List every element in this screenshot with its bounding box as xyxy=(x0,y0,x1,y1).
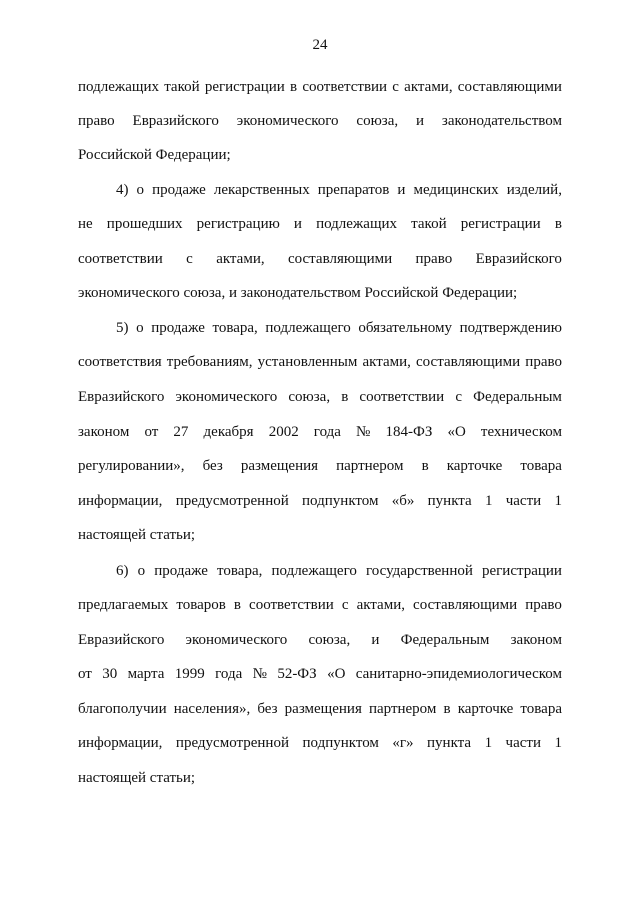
text-line: настоящей статьи; xyxy=(78,527,196,543)
text-line: 5) о продаже товара, подлежащего обязательному подтверждению xyxy=(116,320,562,336)
text-line: экономического союза, и законодательством Российской Федерации; xyxy=(78,285,518,301)
text-line: регулировании», без размещения партнером в карточке товара xyxy=(78,458,562,474)
text-line: не прошедших регистрацию и подлежащих такой регистрации в xyxy=(78,216,562,232)
text-line: Российской Федерации; xyxy=(78,147,231,163)
text-line: Евразийского экономического союза, в соответствии с Федеральным xyxy=(78,389,562,405)
text-line: информации, предусмотренной подпунктом «б» пункта 1 части 1 xyxy=(78,493,562,509)
text-line: соответствия требованиям, установленным актами, составляющими право xyxy=(78,354,562,370)
text-line: право Евразийского экономического союза, и законодательством xyxy=(78,113,562,129)
text-line: настоящей статьи; xyxy=(78,770,196,786)
text-line: соответствии с актами, составляющими право Евразийского xyxy=(78,251,562,267)
text-line: 6) о продаже товара, подлежащего государственной регистрации xyxy=(116,563,562,579)
page-number: 24 xyxy=(312,37,328,53)
text-line: предлагаемых товаров в соответствии с актами, составляющими право xyxy=(78,597,562,613)
text-line: законом от 27 декабря 2002 года № 184-ФЗ «О техническом xyxy=(78,424,562,440)
text-line: Евразийского экономического союза, и Федеральным законом xyxy=(78,632,562,648)
text-line: информации, предусмотренной подпунктом «г» пункта 1 части 1 xyxy=(78,735,562,751)
text-line: от 30 марта 1999 года № 52-ФЗ «О санитарно-эпидемиологическом xyxy=(78,666,562,682)
text-line: 4) о продаже лекарственных препаратов и медицинских изделий, xyxy=(116,182,562,198)
text-line: благополучии населения», без размещения партнером в карточке товара xyxy=(78,701,562,717)
text-line: подлежащих такой регистрации в соответствии с актами, составляющими xyxy=(78,79,562,95)
